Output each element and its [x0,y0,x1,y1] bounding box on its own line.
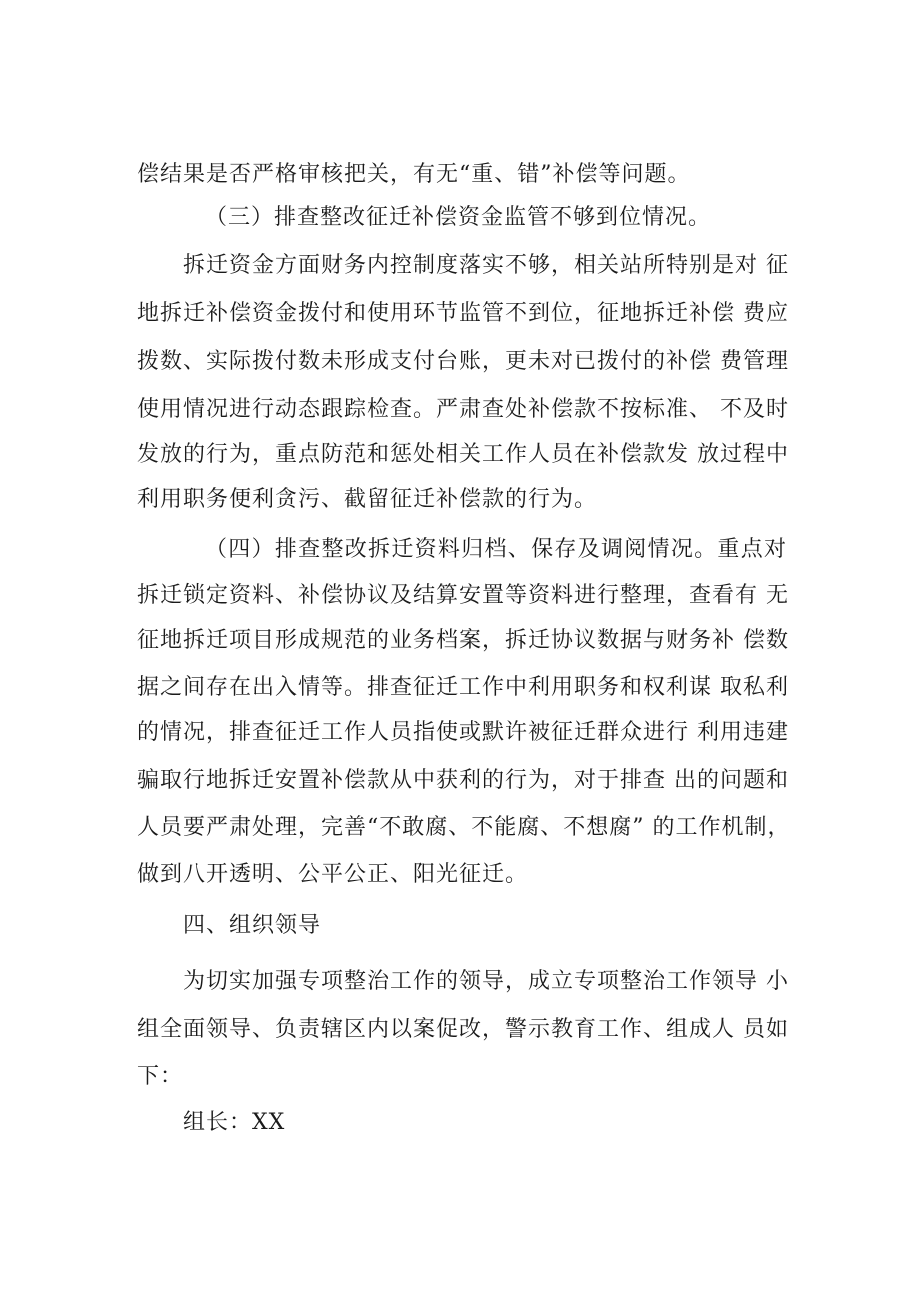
paragraph-line: 据之间存在出入情等。排查征迁工作中利用职务和权利谋 取私利 [137,675,789,700]
paragraph-line: 使用情况进行动态跟踪检查。严肃查处补偿款不按标准、 不及时 [137,397,789,422]
paragraph-line: 下： [137,1064,184,1089]
paragraph-line: 地拆迁补偿资金拨付和使用环节监管不到位，征地拆迁补偿 费应 [137,301,789,326]
paragraph-line: 征地拆迁项目形成规范的业务档案，拆迁协议数据与财务补 偿数 [137,628,789,653]
paragraph-line: 组全面领导、负责辖区内以案促改，警示教育工作、组成人 员如 [137,1017,789,1042]
paragraph-line: 做到八开透明、公平公正、阳光征迁。 [137,862,529,887]
paragraph-line: 拆迁资金方面财务内控制度落实不够，相关站所特别是对 征 [183,253,789,278]
section-heading: （三）排查整改征迁补偿资金监管不够到位情况。 [205,205,712,230]
paragraph-line: 为切实加强专项整治工作的领导，成立专项整治工作领导 小 [183,969,789,994]
paragraph-line: 拆迁锁定资料、补偿协议及结算安置等资料进行整理，查看有 无 [137,583,789,608]
paragraph-line: 偿结果是否严格审核把关，有无“重、错”补偿等问题。 [137,162,691,187]
group-leader-line: 组长：XX [183,1110,286,1135]
section-heading: 四、组织领导 [183,913,322,938]
section-heading: （四）排查整改拆迁资料归档、保存及调阅情况。重点对 [205,537,787,562]
paragraph-line: 的情况，排查征迁工作人员指使或默许被征迁群众进行 利用违建 [137,720,789,745]
paragraph-line: 发放的行为，重点防范和惩处相关工作人员在补偿款发 放过程中 [137,442,789,467]
paragraph-line: 利用职务便利贪污、截留征迁补偿款的行为。 [137,487,598,512]
paragraph-line: 人员要严肃处理，完善“不敢腐、不能腐、不想腐” 的工作机制， [137,815,791,840]
paragraph-line: 拨数、实际拨付数未形成支付台账，更未对已拨付的补偿 费管理 [137,349,789,374]
paragraph-line: 骗取行地拆迁安置补偿款从中获利的行为，对于排查 出的问题和 [137,768,789,793]
